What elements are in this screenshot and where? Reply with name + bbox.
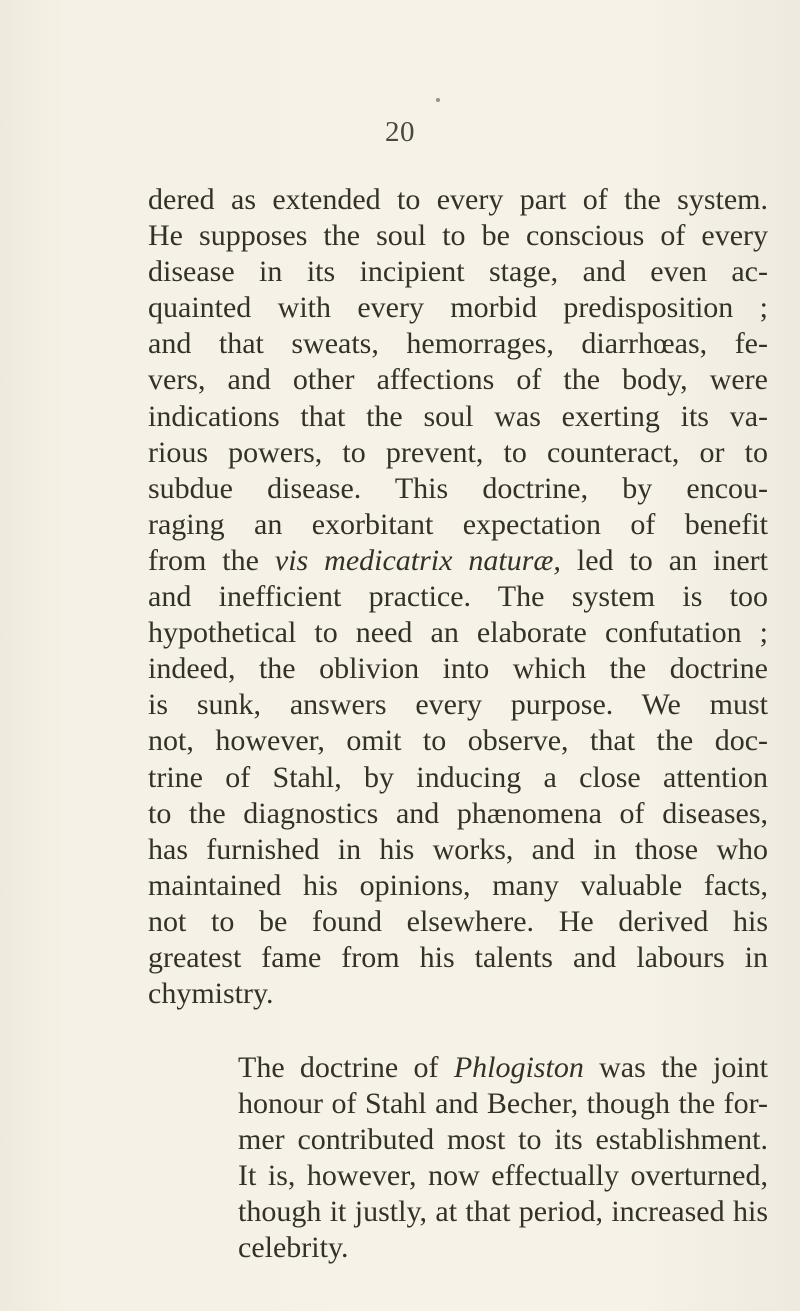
text-segment: was the joint <box>599 1051 769 1084</box>
text-line: and that sweats, hemorrages, diarrhœas, fe- <box>148 327 768 361</box>
text-line: and inefficient practice. The system is too <box>148 580 768 614</box>
text-line: It is, however, now effectually overturned, <box>238 1159 768 1193</box>
text-line: quainted with every morbid predisposition ; <box>148 291 768 325</box>
text-line: chymistry. <box>148 977 274 1011</box>
italic-phrase: vis medicatrix naturæ, <box>274 543 561 577</box>
text-line: not to be found elsewhere. He derived his <box>148 904 768 938</box>
text-line: maintained his opinions, many valuable facts, <box>148 868 768 902</box>
paragraph-2 <box>148 1050 768 1267</box>
ink-speck <box>436 98 440 102</box>
text-line: rious powers, to prevent, to counteract, or to <box>148 435 768 469</box>
text-line: hypothetical to need an elaborate confutation ; <box>148 616 768 650</box>
text-line: trine of Stahl, by inducing a close attention <box>148 760 768 794</box>
text-line: indeed, the oblivion into which the doctrine <box>148 652 768 686</box>
text-line-with-italic <box>148 1050 768 1086</box>
text-line: mer contributed most to its establishment. <box>238 1123 768 1157</box>
text-line: to the diagnostics and phænomena of diseases, <box>148 796 768 830</box>
text-line: dered as extended to every part of the system. <box>148 183 768 216</box>
text-segment: The doctrine of <box>238 1051 439 1084</box>
text-line: has furnished in his works, and in those who <box>148 832 768 866</box>
text-line: celebrity. <box>238 1231 349 1265</box>
text-line: He supposes the soul to be conscious of every <box>148 219 768 253</box>
text-line: not, however, omit to observe, that the doc- <box>148 724 768 758</box>
page-number: 20 <box>385 116 415 148</box>
text-line: honour of Stahl and Becher, though the for- <box>238 1087 768 1121</box>
text-line: subdue disease. This doctrine, by encou- <box>148 471 768 505</box>
text-line: disease in its incipient stage, and even ac- <box>148 255 768 289</box>
text-segment: from the <box>148 543 259 577</box>
text-line: greatest fame from his talents and labours in <box>148 940 768 974</box>
text-line: raging an exorbitant expectation of benefit <box>148 507 768 541</box>
text-line: indications that the soul was exerting its va- <box>148 399 768 433</box>
text-line: vers, and other affections of the body, were <box>148 363 768 397</box>
paragraph-1 <box>148 182 768 1012</box>
text-line: is sunk, answers every purpose. We must <box>148 688 768 722</box>
text-line-with-italic <box>148 543 768 579</box>
text-segment: led to an inert <box>576 543 769 577</box>
italic-phrase: Phlogiston <box>453 1051 584 1084</box>
text-line: though it justly, at that period, increased his <box>238 1195 768 1229</box>
